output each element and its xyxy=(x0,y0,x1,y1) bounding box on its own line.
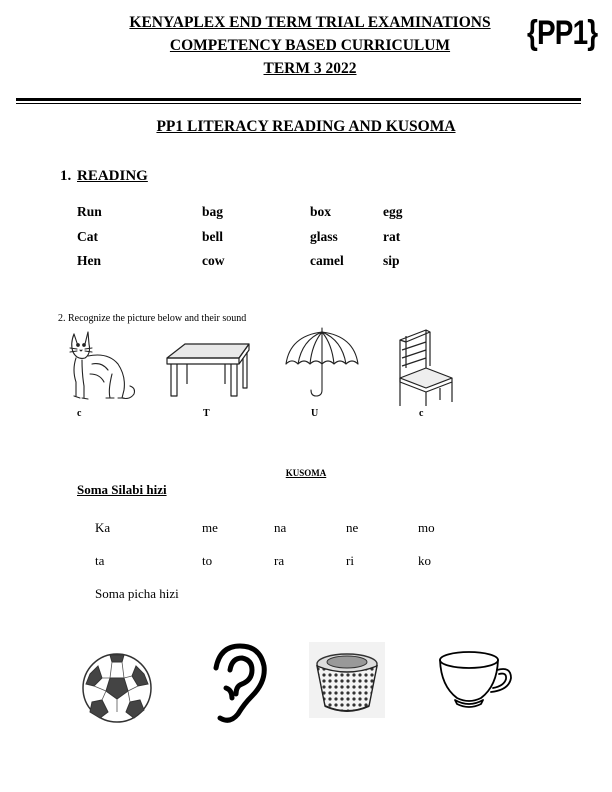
syllable: na xyxy=(274,520,287,535)
ear-icon xyxy=(208,642,272,726)
header-line-3: TERM 3 2022 xyxy=(263,60,357,77)
sound-letter: T xyxy=(203,408,210,419)
syllable: me xyxy=(202,520,218,535)
reading-word: glass xyxy=(310,229,338,244)
grade-badge: {PP1} xyxy=(527,14,598,52)
reading-word: bell xyxy=(202,229,224,244)
kusoma-heading: KUSOMA xyxy=(285,468,327,478)
reading-word: Hen xyxy=(77,253,102,268)
question-2-instruction: 2. Recognize the picture below and their sound xyxy=(58,313,247,324)
reading-word: Run xyxy=(77,204,102,219)
syllable: ta xyxy=(95,553,105,568)
sound-letter: U xyxy=(311,408,319,419)
sound-letter: c xyxy=(77,408,82,419)
table-icon xyxy=(165,340,251,398)
umbrella-icon xyxy=(284,326,360,400)
header-line-2: COMPETENCY BASED CURRICULUM xyxy=(169,37,451,54)
chair-icon xyxy=(396,328,456,408)
cup-icon xyxy=(437,648,517,710)
reading-word: Cat xyxy=(77,229,98,244)
reading-word: box xyxy=(310,204,332,219)
soma-picha-label: Soma picha hizi xyxy=(95,586,179,601)
syllable: ko xyxy=(418,553,431,568)
page-title: PP1 LITERACY READING AND KUSOMA xyxy=(156,118,456,135)
syllable: ra xyxy=(274,553,285,568)
sound-letter: c xyxy=(419,408,424,419)
soma-silabi-label: Soma Silabi hizi xyxy=(77,482,167,497)
syllable: mo xyxy=(418,520,435,535)
basket-icon xyxy=(309,642,385,718)
question-1-label: READING xyxy=(77,168,148,184)
reading-word: sip xyxy=(383,253,400,268)
header-line-1: KENYAPLEX END TERM TRIAL EXAMINATIONS xyxy=(129,14,491,31)
syllable: ne xyxy=(346,520,359,535)
reading-word: rat xyxy=(383,229,401,244)
reading-word: egg xyxy=(383,204,403,219)
reading-word: bag xyxy=(202,204,224,219)
reading-word: cow xyxy=(202,253,225,268)
cat-icon xyxy=(68,330,138,404)
syllable: ri xyxy=(346,553,354,568)
header-divider-thin xyxy=(16,103,581,104)
header-divider-thick xyxy=(16,98,581,101)
ball-icon xyxy=(80,652,154,724)
reading-word: camel xyxy=(310,253,344,268)
syllable: Ka xyxy=(95,520,111,535)
question-1-number: 1. xyxy=(60,168,72,184)
syllable: to xyxy=(202,553,213,568)
